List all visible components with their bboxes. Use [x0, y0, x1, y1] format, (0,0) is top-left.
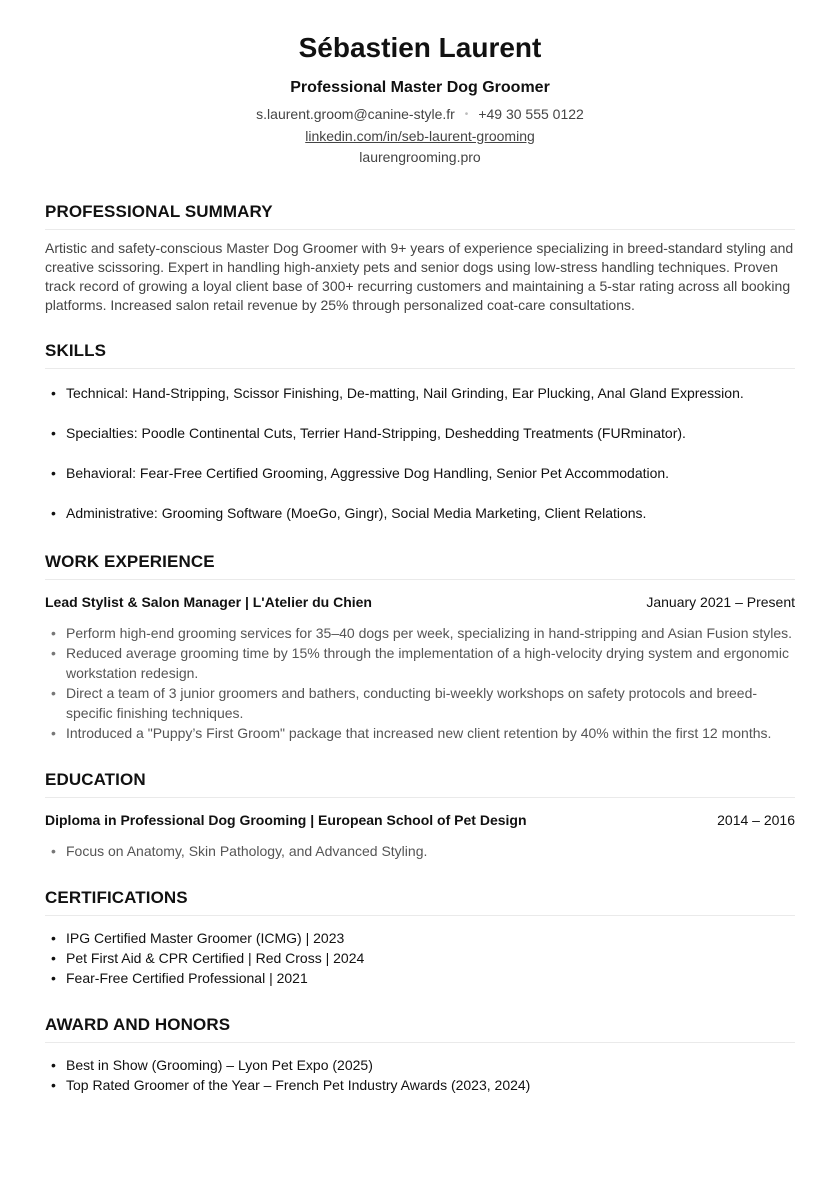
list-item: • Top Rated Groomer of the Year – French Pet Industry Awards (2023, 2024): [45, 1075, 795, 1095]
job-role: Lead Stylist & Salon Manager | L'Atelier du Chien: [45, 594, 372, 610]
phone-number[interactable]: +49 30 555 0122: [478, 106, 584, 122]
degree-title: Diploma in Professional Dog Grooming | European School of Pet Design: [45, 812, 527, 828]
awards-list: [45, 1055, 795, 1095]
linkedin-line: [45, 126, 795, 146]
section-heading: SKILLS: [45, 340, 795, 369]
section-heading: AWARD AND HONORS: [45, 1014, 795, 1043]
job-entry-header: [45, 592, 795, 612]
education-entry-header: [45, 810, 795, 830]
linkedin-link[interactable]: linkedin.com/in/seb-laurent-grooming: [305, 128, 535, 144]
list-item: • Fear-Free Certified Professional | 2021: [45, 968, 795, 988]
skills-section: [45, 340, 795, 523]
experience-section: [45, 551, 795, 743]
job-dates: January 2021 – Present: [646, 594, 795, 610]
email-link[interactable]: s.laurent.groom@canine-style.fr: [256, 106, 455, 122]
resume-header: [45, 0, 795, 167]
contact-row: [45, 104, 795, 125]
awards-section: [45, 1014, 795, 1095]
certifications-section: [45, 887, 795, 988]
list-item: • Administrative: Grooming Software (MoeGo, Gingr), Social Media Marketing, Client Relations.: [45, 503, 795, 523]
skills-list: [45, 383, 795, 523]
list-item: • Pet First Aid & CPR Certified | Red Cross | 2024: [45, 948, 795, 968]
list-item: • Reduced average grooming time by 15% through the implementation of a high-velocity drying system and ergonomic workstation redesign.: [45, 643, 795, 683]
list-item: • Specialties: Poodle Continental Cuts, Terrier Hand-Stripping, Deshedding Treatments (FURminator).: [45, 423, 795, 443]
list-item: • Focus on Anatomy, Skin Pathology, and Advanced Styling.: [45, 841, 795, 861]
section-heading: WORK EXPERIENCE: [45, 551, 795, 580]
list-item: • Behavioral: Fear-Free Certified Grooming, Aggressive Dog Handling, Senior Pet Accommodation.: [45, 463, 795, 483]
list-item: • Direct a team of 3 junior groomers and bathers, conducting bi-weekly workshops on safety protocols and breed-specific finishing techniques.: [45, 683, 795, 723]
section-heading: CERTIFICATIONS: [45, 887, 795, 916]
list-item: • IPG Certified Master Groomer (ICMG) | 2023: [45, 928, 795, 948]
education-bullets: [45, 841, 795, 861]
education-dates: 2014 – 2016: [717, 812, 795, 828]
list-item: • Perform high-end grooming services for 35–40 dogs per week, specializing in hand-stripping and Asian Fusion styles.: [45, 623, 795, 643]
summary-section: [45, 201, 795, 315]
certifications-list: [45, 928, 795, 988]
list-item: • Technical: Hand-Stripping, Scissor Finishing, De-matting, Nail Grinding, Ear Plucking, Anal Gland Expression.: [45, 383, 795, 403]
website-link[interactable]: laurengrooming.pro: [359, 149, 481, 165]
list-item: • Introduced a "Puppy’s First Groom" package that increased new client retention by 40% within the first 12 months.: [45, 723, 795, 743]
list-item: • Best in Show (Grooming) – Lyon Pet Expo (2025): [45, 1055, 795, 1075]
job-bullets: [45, 623, 795, 743]
section-heading: PROFESSIONAL SUMMARY: [45, 201, 795, 230]
website-line: [45, 147, 795, 167]
job-title: Professional Master Dog Groomer: [290, 79, 550, 96]
section-heading: EDUCATION: [45, 769, 795, 798]
candidate-name: Sébastien Laurent: [298, 32, 542, 63]
education-section: [45, 769, 795, 861]
summary-text: Artistic and safety-conscious Master Dog Groomer with 9+ years of experience specializing in breed-standard styling and creative scissoring. Expert in handling high-anxiety pets and senior dogs using low-stress handling techniques. Proven track record of growing a loyal client base of 300+ recurring customers and maintaining a 5-star rating across all booking platforms. Increased salon retail revenue by 25% through personalized coat-care consultations.: [45, 240, 794, 313]
contact-separator: •: [464, 109, 469, 120]
